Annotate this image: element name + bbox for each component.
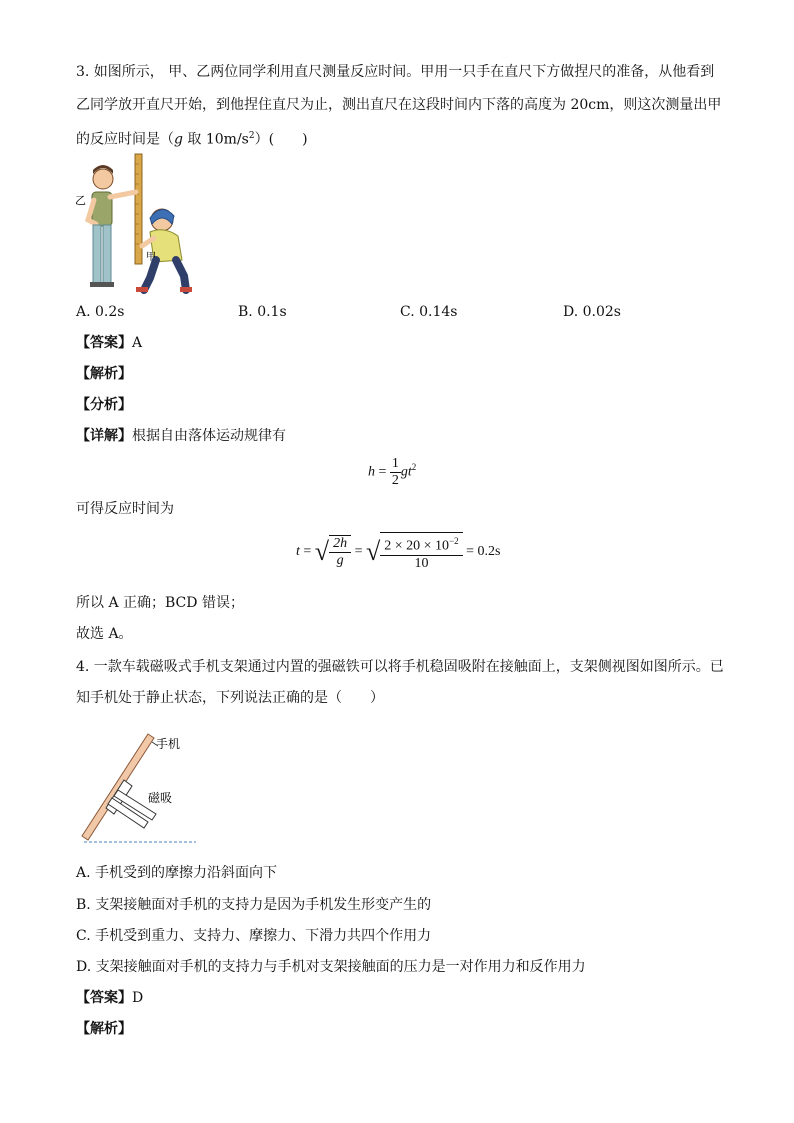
eq1-gt: gt — [400, 464, 412, 480]
q3-g-symbol: g — [174, 131, 183, 148]
student-jia-figure — [136, 209, 192, 292]
q3-conclusion-1: 所以 A 正确；BCD 错误； — [76, 595, 244, 611]
answer-value: A — [132, 335, 143, 351]
answer-value: D — [132, 990, 144, 1006]
q4-option-c: C. 手机受到重力、支持力、摩擦力、下滑力共四个作用力 — [76, 928, 432, 944]
q3-conclusion-2: 故选 A。 — [76, 626, 133, 642]
q3-detail — [76, 426, 286, 446]
eq2-t: t — [296, 544, 300, 560]
figure-label-jia: 甲 — [146, 252, 156, 263]
q3-derive-text: 可得反应时间为 — [76, 501, 174, 517]
q3-stem-text: 的反应时间是（ — [76, 131, 174, 148]
q3-fenxi-tag: 【分析】 — [76, 397, 132, 413]
eq1-h: h — [368, 464, 375, 480]
equation-free-fall — [368, 456, 416, 489]
sqrt-sign-2: √ — [365, 536, 381, 566]
q4-stem-line-2: 知手机处于静止状态，下列说法正确的是（ ） — [76, 690, 384, 706]
eq2-g: g — [336, 552, 344, 568]
answer-tag: 【答案】 — [76, 990, 132, 1006]
eq2-num-1 — [329, 536, 351, 553]
q4-option-a: A. 手机受到的摩擦力沿斜面向下 — [76, 865, 278, 881]
eq2-den-2: 10 — [414, 555, 429, 571]
q3-stem-line-1: 3. 如图所示， 甲、乙两位同学利用直尺测量反应时间。甲用一只手在直尺下方做捏尺的准备，从他看到 — [76, 64, 715, 80]
eq2-2h: 2h — [333, 535, 348, 551]
eq2-num-value: 2 × 20 × 10 — [384, 538, 450, 554]
eq2-num-2 — [380, 533, 462, 556]
q3-option-d: D. 0.02s — [563, 304, 621, 320]
q3-option-c: C. 0.14s — [400, 304, 458, 320]
sqrt-sign-1: √ — [314, 536, 330, 566]
detail-text: 根据自由落体运动规律有 — [132, 428, 286, 444]
eq1-fraction — [390, 456, 401, 489]
equation-reaction-time — [296, 532, 500, 572]
q3-analysis-tag: 【解析】 — [76, 366, 132, 382]
q4-analysis-tag: 【解析】 — [76, 1021, 132, 1037]
eq1-equals: = — [375, 464, 390, 480]
eq2-sqrt-fraction-1 — [329, 535, 351, 569]
q3-stem-line-2: 乙同学放开直尺开始，到他捏住直尺为止，测出直尺在这段时间内下落的高度为 20cm，则这次测量出甲 — [76, 97, 722, 113]
student-yi-figure — [88, 165, 136, 287]
eq2-den-1 — [329, 553, 351, 569]
q3-stem-end: ）( ) — [254, 131, 308, 148]
q3-option-a: A. 0.2s — [76, 304, 125, 320]
figure-label-yi: 乙 — [75, 194, 86, 207]
eq2-equals-2: = — [351, 544, 366, 560]
eq1-denominator: 2 — [391, 473, 399, 488]
q3-stem-line-3 — [76, 126, 308, 150]
label-phone: 手机 — [156, 737, 181, 751]
phone-holder-diagram — [78, 732, 218, 850]
eq2-result: = 0.2s — [462, 544, 501, 560]
q3-g-value: 取 10m/s — [182, 131, 249, 148]
detail-tag: 【详解】 — [76, 428, 132, 444]
answer-tag: 【答案】 — [76, 335, 132, 351]
q4-stem-line-1: 4. 一款车载磁吸式手机支架通过内置的强磁铁可以将手机稳固吸附在接触面上，支架侧视图如图所示。已 — [76, 659, 724, 675]
eq2-sqrt-fraction-2 — [380, 532, 462, 572]
q4-option-b: B. 支架接触面对手机的支持力是因为手机发生形变产生的 — [76, 897, 432, 913]
label-magnet: 磁吸 — [148, 791, 173, 805]
q3-answer — [76, 333, 142, 353]
q3-option-b: B. 0.1s — [238, 304, 287, 320]
q4-option-d: D. 支架接触面对手机的支持力与手机对支架接触面的压力是一对作用力和反作用力 — [76, 959, 586, 975]
reaction-time-illustration — [74, 152, 204, 297]
q3-g-exp: 2 — [248, 131, 255, 141]
eq1-exp: 2 — [411, 462, 417, 473]
q4-answer — [76, 988, 143, 1008]
eq1-numerator: 1 — [391, 456, 399, 471]
eq2-equals: = — [299, 544, 315, 560]
eq2-num-exp: −2 — [449, 536, 459, 546]
